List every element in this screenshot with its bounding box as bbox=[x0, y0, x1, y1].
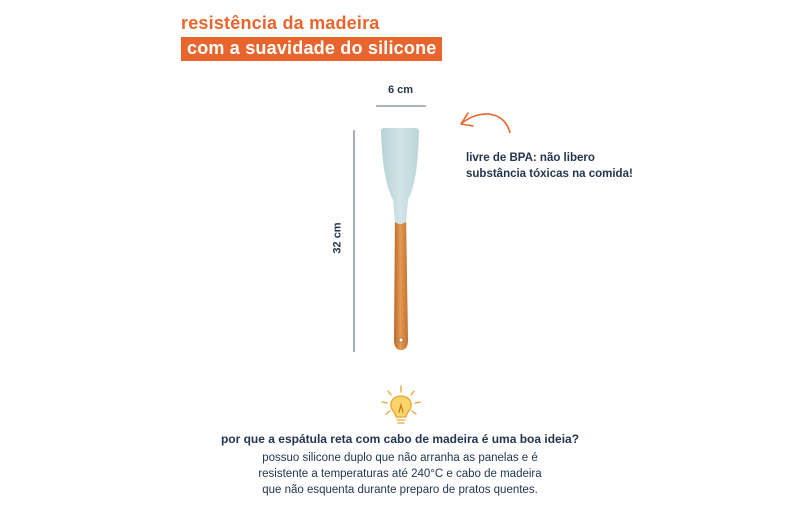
bpa-callout-line-1: livre de BPA: não libero bbox=[466, 152, 595, 164]
width-label: 6 cm bbox=[388, 84, 414, 96]
lightbulb-icon bbox=[382, 386, 420, 423]
footer-description-line-1: possuo silicone duplo que não arranha as panelas e é bbox=[262, 452, 538, 464]
footer-description bbox=[0, 450, 800, 498]
footer-question: por que a espátula reta com cabo de madeira é uma boa ideia? bbox=[220, 432, 580, 446]
headline-line-1: resistência da madeira bbox=[181, 13, 380, 33]
height-label: 32 cm bbox=[331, 222, 344, 254]
spatula-image bbox=[381, 128, 419, 350]
headline-line-2: com a suavidade do silicone bbox=[181, 37, 442, 61]
bpa-callout bbox=[466, 150, 666, 182]
footer-description-line-2: resistente a temperaturas até 240°C e cabo de madeira bbox=[258, 468, 542, 480]
curved-arrow-icon bbox=[461, 113, 510, 133]
bpa-callout-line-2: substância tóxicas na comida! bbox=[466, 168, 633, 180]
footer-description-line-3: que não esquenta durante preparo de pratos quentes. bbox=[262, 484, 538, 496]
